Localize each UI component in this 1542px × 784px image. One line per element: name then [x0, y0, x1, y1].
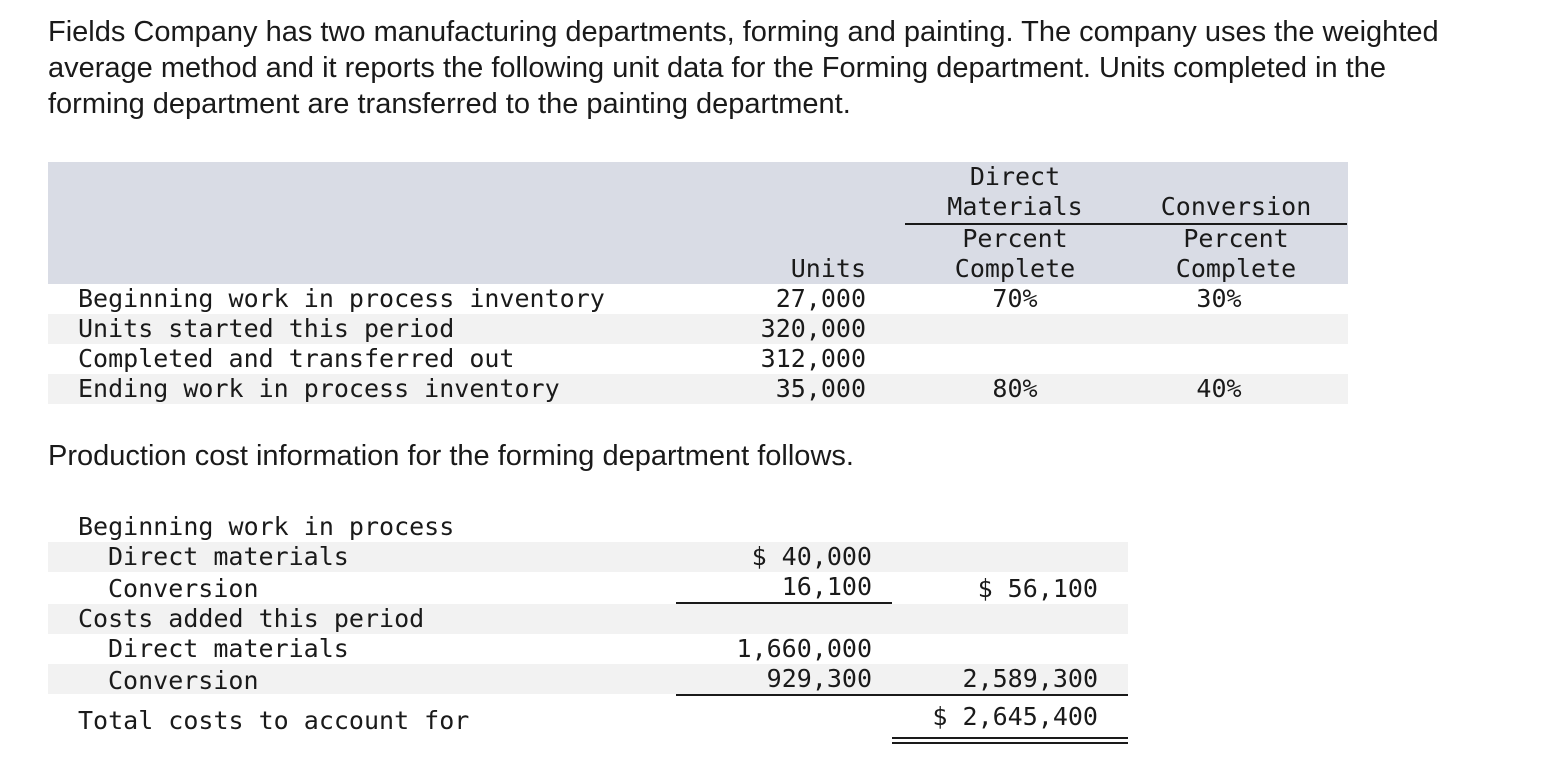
row-conv-percent: 40%: [1196, 374, 1242, 403]
row-units: 27,000: [775, 284, 866, 313]
beg-total-value: $ 56,100: [977, 574, 1098, 603]
row-units: 320,000: [760, 314, 866, 343]
costs-added-label: Costs added this period: [78, 604, 425, 633]
beg-dm-value: $ 40,000: [751, 542, 872, 571]
dm-header-line1: Direct: [969, 162, 1061, 191]
row-dm-percent: 80%: [992, 374, 1038, 403]
intro-paragraph: Fields Company has two manufacturing departments, forming and painting. The company uses the weighted average method and it reports the following unit data for the Forming department. Units completed in the forming department are transferred to the painting department.: [48, 16, 1439, 120]
total-costs-value: $ 2,645,400: [932, 702, 1098, 731]
dm-header-line2: Materials: [947, 192, 1083, 221]
row-dm-percent: 70%: [992, 284, 1038, 313]
beginning-wip-label: Beginning work in process: [78, 512, 455, 541]
add-total-value: 2,589,300: [962, 664, 1098, 693]
beg-conv-label: Conversion: [108, 574, 259, 603]
row-label: Units started this period: [78, 314, 455, 343]
row-units: 35,000: [775, 374, 866, 403]
add-conv-label: Conversion: [108, 666, 259, 695]
add-conv-value: 929,300: [766, 664, 872, 693]
add-subtotal-rule: [676, 694, 892, 696]
row-conv-percent: 30%: [1196, 284, 1242, 313]
total-costs-label: Total costs to account for: [78, 706, 470, 735]
beg-conv-value: 16,100: [781, 572, 872, 601]
dm-header-line3: Percent: [962, 224, 1068, 253]
grand-sum-rule: [892, 694, 1128, 696]
conv-header-line2: Percent: [1183, 224, 1289, 253]
beg-dm-label: Direct materials: [108, 542, 349, 571]
beg-subtotal-rule: [676, 602, 892, 604]
cost-intro-text: Production cost information for the forming department follows.: [48, 440, 854, 472]
row-label: Ending work in process inventory: [78, 374, 560, 403]
row-label: Completed and transferred out: [78, 344, 515, 373]
total-double-rule: [892, 737, 1128, 744]
row-label: Beginning work in process inventory: [78, 284, 605, 313]
conv-header-line1: Conversion: [1160, 192, 1312, 221]
add-dm-label: Direct materials: [108, 634, 349, 663]
conv-header-line3: Complete: [1175, 254, 1297, 283]
row-units: 312,000: [760, 344, 866, 373]
units-header: Units: [790, 254, 866, 283]
add-dm-value: 1,660,000: [736, 634, 872, 663]
dm-header-line4: Complete: [954, 254, 1076, 283]
